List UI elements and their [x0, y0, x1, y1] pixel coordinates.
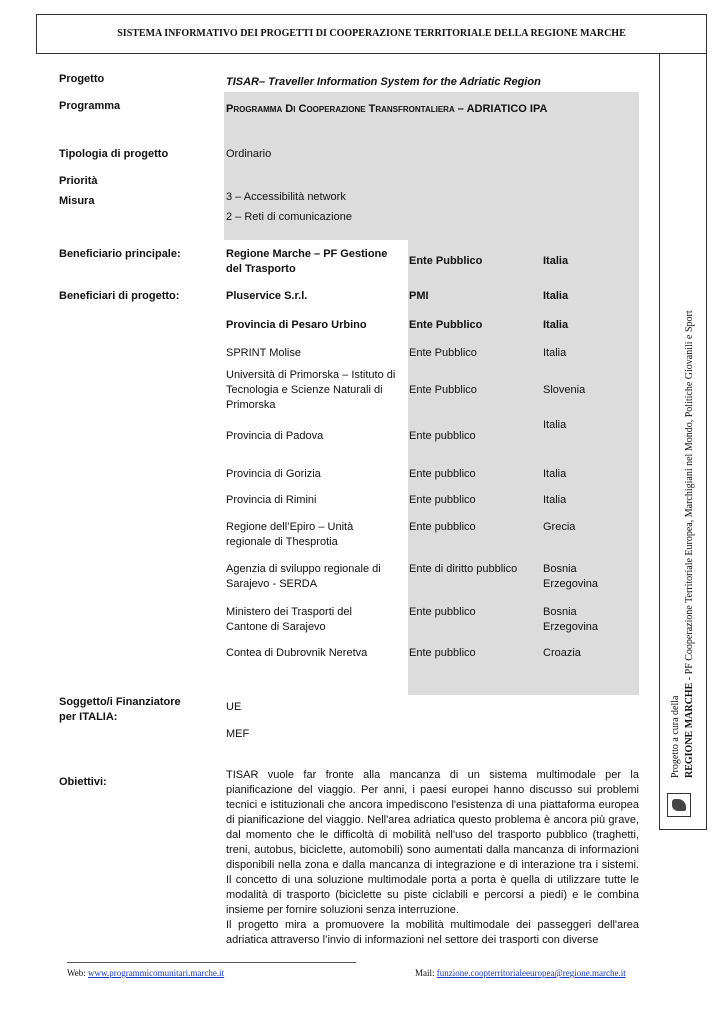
partner-name: SPRINT Molise [226, 347, 301, 359]
partner-country: Italia [543, 347, 567, 359]
objectives-paragraph: TISAR vuole far fronte alla mancanza di un sistema multimodale per la pianificazione del viaggio. Per anni, i paesi europei hanno discusso sui problemi tecnici e istituzionali che ancora impediscono l'esistenza di una piattaforma europea di pianificazione del viaggio. Nell'area adriatica questo problema è ancora più grave, dal momento che le difficoltà di mobilità nell'uso del trasporto pubblico (traghetti, treni, autobus, biciclette, automobili) sono aumentati dalla mancanza di informazioni disponibili nella zona e dalla mancanza di integrazione e di interazione tra i sistemi. Il concetto di una soluzione multimodale porta a porta è quella di utilizzare tutte le modalità di trasporto (biciclette su piste ciclabili e percorsi a piedi) e le combina insieme per fornire soluzioni senza interruzione. [226, 769, 639, 916]
lead-beneficiary-name: Regione Marche – PF Gestione del Trasporto [226, 248, 388, 275]
partner-type: Ente pubblico [409, 468, 476, 480]
partner-country: Croazia [543, 647, 581, 659]
footer-web-label: Web: [67, 968, 89, 978]
funder: UE [226, 701, 242, 713]
partner-country: Grecia [543, 521, 576, 533]
footer-mail-label: Mail: [415, 968, 437, 978]
partner-type: Ente Pubblico [409, 347, 477, 359]
project-priority: 3 – Accessibilità network [226, 191, 346, 203]
partner-country: Italia [543, 290, 569, 302]
partner-country: Bosnia Erzegovina [543, 563, 599, 590]
label-beneficiario-principale: Beneficiario principale: [59, 248, 181, 260]
footer-web [67, 968, 224, 978]
label-programma: Programma [59, 100, 121, 112]
footer-divider [67, 962, 356, 963]
side-caption-line1: Progetto a cura della [670, 695, 681, 778]
partner-type: Ente pubblico [409, 606, 476, 618]
partner-type: PMI [409, 290, 429, 302]
partner-name: Provincia di Padova [226, 430, 324, 442]
partner-name: Università di Primorska – Istituto di Tecnologia e Scienze Naturali di Primorska [226, 369, 396, 411]
objectives-paragraph: Il progetto mira a promuovere la mobilità multimodale dei passeggeri dell'area adriatica attraverso l’invio di informazioni nel settore dei trasporti con diverse [226, 919, 639, 946]
project-title [226, 75, 541, 90]
label-beneficiari: Beneficiari di progetto: [59, 290, 180, 302]
partner-country: Bosnia Erzegovina [543, 606, 599, 633]
side-caption-line2 [683, 218, 697, 778]
regione-marche-logo-icon [667, 793, 691, 817]
label-misura: Misura [59, 195, 95, 207]
label-obiettivi: Obiettivi: [59, 776, 107, 788]
partner-type: Ente pubblico [409, 647, 476, 659]
lead-beneficiary-type: Ente Pubblico [409, 255, 483, 267]
partner-type: Ente Pubblico [409, 319, 483, 331]
program-area: – ADRIATICO IPA [454, 103, 548, 115]
partner-country: Italia [543, 468, 567, 480]
program-type: Programma Di Cooperazione Transfrontaliera [226, 103, 455, 115]
partner-type: Ente pubblico [409, 494, 476, 506]
label-priorita: Priorità [59, 175, 98, 187]
partner-country: Slovenia [543, 384, 586, 396]
partner-name: Ministero dei Trasporti del Cantone di Sarajevo [226, 606, 352, 633]
label-progetto: Progetto [59, 73, 105, 85]
funder: MEF [226, 728, 250, 740]
label-tipologia: Tipologia di progetto [59, 148, 169, 160]
partner-name: Pluservice S.r.l. [226, 290, 308, 302]
partner-name: Provincia di Pesaro Urbino [226, 319, 367, 331]
partner-name: Agenzia di sviluppo regionale di Sarajevo - SERDA [226, 563, 381, 590]
project-full-name: Traveller Information System for the Adriatic Region [265, 76, 541, 88]
footer-web-link[interactable]: www.programmicomunitari.marche.it [88, 968, 225, 978]
side-caption-org: REGIONE MARCHE [684, 682, 695, 778]
footer-mail [415, 968, 626, 978]
project-acronym: TISAR– [226, 76, 266, 88]
partner-type: Ente pubblico [409, 521, 476, 533]
program-name [226, 102, 547, 117]
lead-beneficiary-country: Italia [543, 255, 569, 267]
header-title: SISTEMA INFORMATIVO DEI PROGETTI DI COOPERAZIONE TERRITORIALE DELLA REGIONE MARCHE [117, 28, 626, 39]
side-caption-dept: - PF Cooperazione Territoriale Europea, Marchigiani nel Mondo, Politiche Giovanili e Sport [684, 310, 695, 683]
project-measure: 2 – Reti di comunicazione [226, 211, 352, 223]
partner-country: Italia [543, 319, 569, 331]
partner-name: Provincia di Rimini [226, 494, 317, 506]
partner-type: Ente di diritto pubblico [409, 563, 518, 575]
partner-type: Ente Pubblico [409, 384, 477, 396]
label-finanziatore: Soggetto/i Finanziatore per ITALIA: [59, 696, 181, 723]
partner-name: Contea di Dubrovnik Neretva [226, 647, 368, 659]
partner-type: Ente pubblico [409, 430, 476, 442]
partner-name: Provincia di Gorizia [226, 468, 321, 480]
partner-country: Italia [543, 494, 567, 506]
document-header [36, 14, 707, 54]
partner-name: Regione dell’Epiro – Unità regionale di Thesprotia [226, 521, 354, 548]
footer-mail-link[interactable]: funzione.coopterritorialeeuropea@regione.marche.it [436, 968, 626, 978]
project-type: Ordinario [226, 148, 272, 160]
objectives-text [226, 768, 639, 948]
partner-country: Italia [543, 419, 567, 431]
